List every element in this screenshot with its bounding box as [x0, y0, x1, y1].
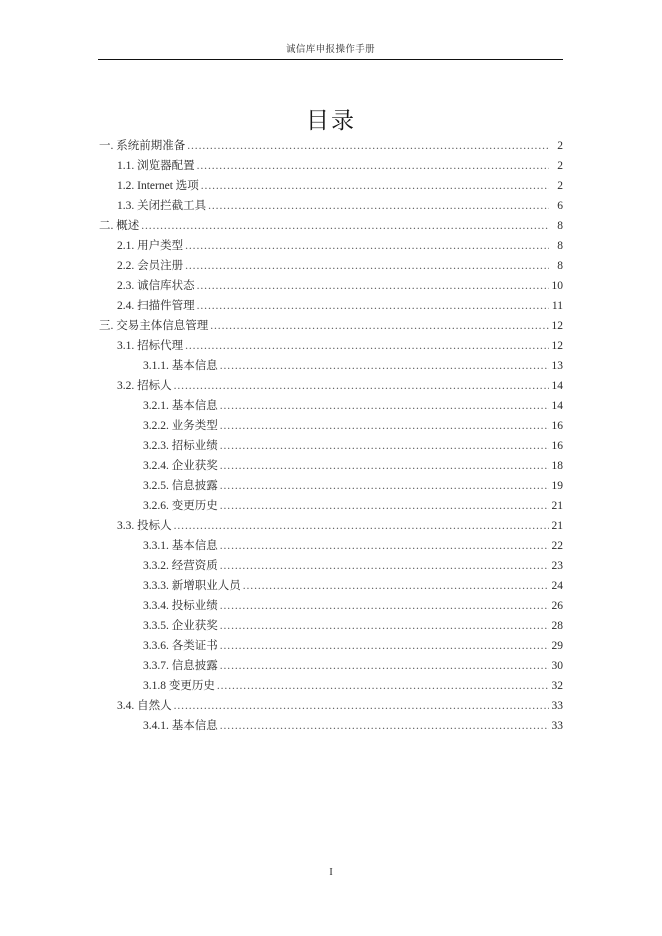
toc-dot-leader	[220, 718, 549, 730]
toc-dot-leader	[220, 538, 549, 550]
toc-entry[interactable]	[0, 236, 662, 256]
toc-dot-leader	[208, 198, 549, 210]
toc-entry[interactable]	[0, 456, 662, 476]
toc-dot-leader	[210, 318, 549, 330]
toc-entry-page-number: 8	[557, 220, 563, 232]
toc-entry[interactable]	[0, 616, 662, 636]
page-title: 目录	[306, 108, 356, 133]
toc-dot-leader	[187, 138, 549, 150]
toc-dot-leader	[174, 698, 549, 710]
toc-entry-label: 3.1.8 变更历史	[143, 680, 215, 692]
running-header-text: 诚信库申报操作手册	[285, 45, 376, 55]
toc-entry-page-number: 29	[551, 640, 563, 652]
toc-dot-leader	[185, 338, 549, 350]
toc-dot-leader	[220, 478, 549, 490]
toc-entry[interactable]	[0, 716, 662, 736]
toc-dot-leader	[141, 218, 549, 230]
toc-entry-label: 三. 交易主体信息管理	[99, 320, 209, 332]
toc-entry[interactable]	[0, 436, 662, 456]
toc-entry[interactable]	[0, 416, 662, 436]
toc-entry[interactable]	[0, 316, 662, 336]
toc-entry[interactable]	[0, 336, 662, 356]
toc-entry-label: 3.3.5. 企业获奖	[143, 620, 218, 632]
toc-entry-page-number: 22	[551, 540, 563, 552]
toc-entry-label: 二. 概述	[99, 220, 140, 232]
toc-entry-page-number: 21	[551, 500, 563, 512]
toc-dot-leader	[220, 458, 549, 470]
toc-dot-leader	[174, 518, 549, 530]
toc-entry-label: 3.3.7. 信息披露	[143, 660, 218, 672]
toc-entry-label: 2.3. 诚信库状态	[117, 280, 195, 292]
toc-entry-label: 3.4.1. 基本信息	[143, 720, 218, 732]
toc-entry[interactable]	[0, 276, 662, 296]
toc-entry[interactable]	[0, 256, 662, 276]
toc-entry-label: 3.3.6. 各类证书	[143, 640, 218, 652]
toc-entry-label: 3.1. 招标代理	[117, 340, 184, 352]
running-header	[98, 44, 563, 68]
toc-entry-page-number: 2	[557, 180, 563, 192]
toc-entry[interactable]	[0, 396, 662, 416]
toc-entry-label: 3.2.6. 变更历史	[143, 500, 218, 512]
toc-entry[interactable]	[0, 376, 662, 396]
toc-entry-label: 一. 系统前期准备	[99, 140, 186, 152]
toc-dot-leader	[197, 278, 549, 290]
toc-dot-leader	[197, 158, 549, 170]
toc-entry-label: 3.3.1. 基本信息	[143, 540, 218, 552]
toc-dot-leader	[217, 678, 549, 690]
toc-entry-page-number: 16	[551, 420, 563, 432]
toc-dot-leader	[220, 398, 549, 410]
toc-entry-page-number: 28	[551, 620, 563, 632]
header-divider	[98, 59, 563, 60]
toc-entry-label: 1.3. 关闭拦截工具	[117, 200, 207, 212]
page-footer	[0, 866, 662, 880]
toc-entry-page-number: 19	[551, 480, 563, 492]
toc-dot-leader	[220, 358, 549, 370]
toc-entry-page-number: 26	[551, 600, 563, 612]
toc-dot-leader	[220, 558, 549, 570]
toc-entry[interactable]	[0, 676, 662, 696]
toc-entry-page-number: 12	[551, 340, 563, 352]
toc-dot-leader	[174, 378, 549, 390]
toc-dot-leader	[220, 638, 549, 650]
toc-entry-label: 3.2. 招标人	[117, 380, 172, 392]
toc-dot-leader	[220, 418, 549, 430]
toc-entry-page-number: 21	[551, 520, 563, 532]
toc-dot-leader	[201, 178, 549, 190]
toc-entry-label: 3.2.1. 基本信息	[143, 400, 218, 412]
toc-entry-page-number: 16	[551, 440, 563, 452]
toc-dot-leader	[220, 598, 549, 610]
toc-dot-leader	[243, 578, 549, 590]
toc-entry[interactable]	[0, 136, 662, 156]
toc-entry[interactable]	[0, 356, 662, 376]
toc-entry-page-number: 8	[557, 260, 563, 272]
toc-entry-page-number: 18	[551, 460, 563, 472]
toc-entry[interactable]	[0, 516, 662, 536]
toc-entry[interactable]	[0, 156, 662, 176]
toc-entry-page-number: 6	[557, 200, 563, 212]
toc-entry-page-number: 32	[551, 680, 563, 692]
toc-dot-leader	[220, 438, 549, 450]
toc-dot-leader	[197, 298, 549, 310]
toc-entry[interactable]	[0, 596, 662, 616]
toc-entry-label: 1.1. 浏览器配置	[117, 160, 195, 172]
toc-entry[interactable]	[0, 196, 662, 216]
toc-entry-page-number: 2	[557, 140, 563, 152]
toc-entry-label: 2.1. 用户类型	[117, 240, 184, 252]
toc-entry-label: 3.1.1. 基本信息	[143, 360, 218, 372]
footer-page-number: I	[329, 867, 333, 878]
toc-entry-label: 3.2.3. 招标业绩	[143, 440, 218, 452]
toc-entry-page-number: 8	[557, 240, 563, 252]
toc-entry-label: 1.2. Internet 选项	[117, 180, 199, 192]
toc-entry-label: 2.4. 扫描件管理	[117, 300, 195, 312]
toc-entry[interactable]	[0, 536, 662, 556]
toc-entry[interactable]	[0, 556, 662, 576]
toc-entry-label: 3.3.3. 新增职业人员	[143, 580, 241, 592]
toc-dot-leader	[220, 498, 549, 510]
toc-entry[interactable]	[0, 696, 662, 716]
toc-entry-label: 3.3.2. 经营资质	[143, 560, 218, 572]
toc-entry-page-number: 14	[551, 400, 563, 412]
toc-entry-page-number: 2	[557, 160, 563, 172]
toc-entry-page-number: 23	[551, 560, 563, 572]
toc-entry-label: 3.2.4. 企业获奖	[143, 460, 218, 472]
toc-dot-leader	[185, 258, 549, 270]
toc-entry-label: 2.2. 会员注册	[117, 260, 184, 272]
toc-entry-label: 3.2.2. 业务类型	[143, 420, 218, 432]
toc-entry-page-number: 11	[551, 300, 563, 312]
table-of-contents	[0, 136, 662, 736]
toc-entry-label: 3.3.4. 投标业绩	[143, 600, 218, 612]
toc-entry-label: 3.4. 自然人	[117, 700, 172, 712]
toc-entry-page-number: 10	[551, 280, 563, 292]
toc-entry[interactable]	[0, 216, 662, 236]
toc-dot-leader	[220, 658, 549, 670]
toc-entry-page-number: 33	[551, 720, 563, 732]
toc-entry-page-number: 14	[551, 380, 563, 392]
toc-entry[interactable]	[0, 576, 662, 596]
toc-entry-page-number: 24	[551, 580, 563, 592]
toc-entry[interactable]	[0, 176, 662, 196]
toc-entry-page-number: 30	[551, 660, 563, 672]
toc-entry-label: 3.2.5. 信息披露	[143, 480, 218, 492]
toc-entry[interactable]	[0, 296, 662, 316]
toc-entry-label: 3.3. 投标人	[117, 520, 172, 532]
toc-entry-page-number: 33	[551, 700, 563, 712]
toc-entry[interactable]	[0, 656, 662, 676]
toc-entry[interactable]	[0, 636, 662, 656]
toc-dot-leader	[220, 618, 549, 630]
toc-entry[interactable]	[0, 476, 662, 496]
toc-entry[interactable]	[0, 496, 662, 516]
toc-entry-page-number: 13	[551, 360, 563, 372]
toc-entry-page-number: 12	[551, 320, 563, 332]
toc-dot-leader	[185, 238, 549, 250]
